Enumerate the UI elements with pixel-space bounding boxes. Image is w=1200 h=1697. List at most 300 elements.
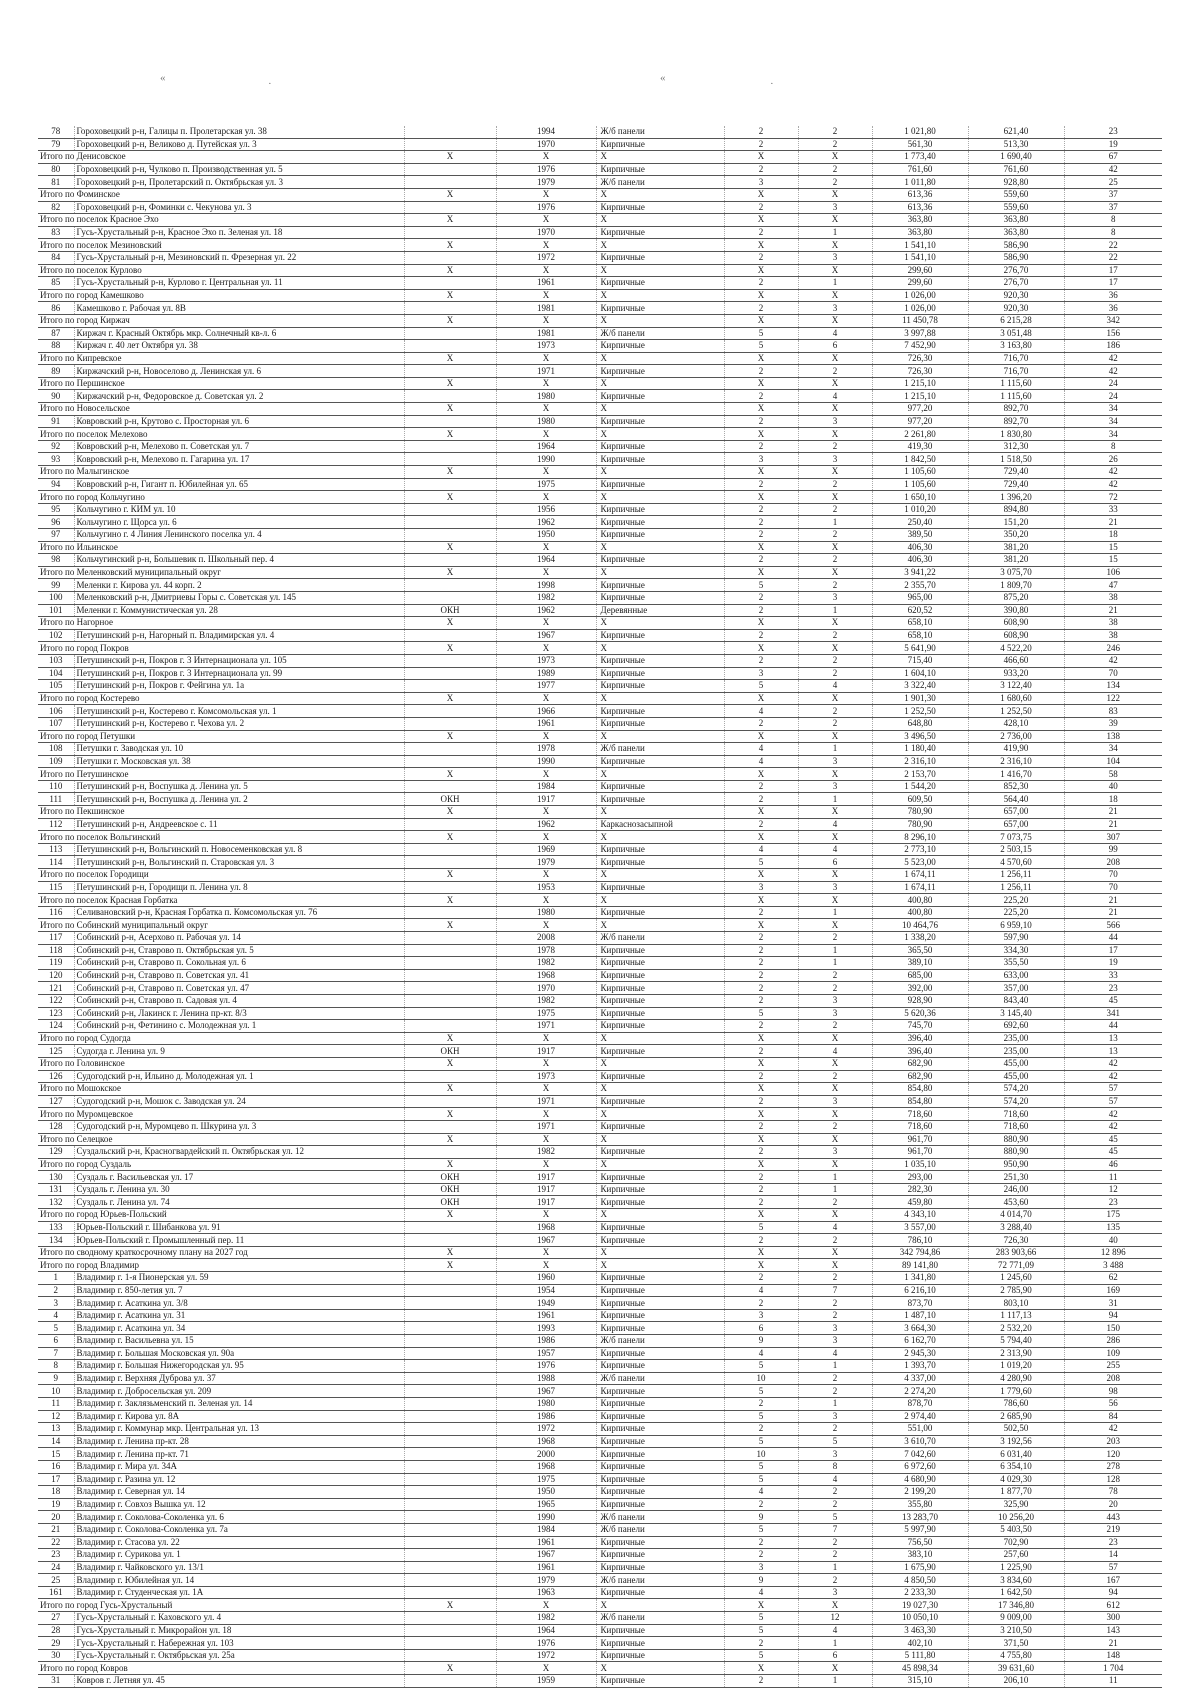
cell-material: Кирпичные: [596, 780, 724, 793]
cell-area-total: 715,40: [872, 654, 968, 667]
cell-material: Кирпичные: [596, 1649, 724, 1662]
cell-entrances: 3: [798, 1448, 872, 1461]
cell-residents: 37: [1064, 188, 1162, 201]
table-row: [38, 277, 1162, 290]
cell-floors: 2: [724, 654, 798, 667]
cell-floors: 2: [724, 226, 798, 239]
table-row: [38, 881, 1162, 894]
cell-address: Петушинский р-н, Воспушка д. Ленина ул. 5: [74, 780, 404, 793]
cell-residents: 42: [1064, 1108, 1162, 1121]
cell-address: Итого по Муромцевское: [38, 1108, 368, 1121]
cell-residents: 138: [1064, 730, 1162, 743]
cell-entrances: 2: [798, 554, 872, 567]
cell-material: X: [596, 352, 724, 365]
cell-address: Суздаль г. Васильевская ул. 17: [74, 1171, 404, 1184]
cell-x1: [404, 1095, 496, 1108]
cell-residents: 38: [1064, 617, 1162, 630]
subtotal-row: [38, 1108, 1162, 1121]
cell-entrances: 2: [798, 629, 872, 642]
table-row: [38, 126, 1162, 138]
cell-address: Киржач г. 40 лет Октября ул. 38: [74, 340, 404, 353]
cell-material: Кирпичные: [596, 1095, 724, 1108]
cell-material: Ж/б панели: [596, 1335, 724, 1348]
cell-floors: X: [724, 214, 798, 227]
cell-area-total: 2 233,30: [872, 1586, 968, 1599]
cell-area-living: 718,60: [968, 1108, 1064, 1121]
cell-num: 124: [38, 1020, 74, 1033]
cell-floors: 2: [724, 529, 798, 542]
cell-material: X: [596, 1209, 724, 1222]
cell-entrances: X: [798, 428, 872, 441]
cell-address: Гусь-Хрустальный г. Октябрьская ул. 25а: [74, 1649, 404, 1662]
cell-address: Суздаль г. Ленина ул. 30: [74, 1183, 404, 1196]
cell-year: X: [496, 428, 596, 441]
cell-address: Итого по город Владимир: [38, 1259, 368, 1272]
cell-address: Итого по город Юрьев-Польский: [38, 1209, 368, 1222]
cell-x1: [404, 478, 496, 491]
cell-year: 1979: [496, 1574, 596, 1587]
cell-area-total: 10 050,10: [872, 1612, 968, 1625]
table-row: [38, 302, 1162, 315]
cell-floors: 5: [724, 1221, 798, 1234]
cell-entrances: X: [798, 806, 872, 819]
cell-material: X: [596, 1108, 724, 1121]
cell-floors: 2: [724, 1045, 798, 1058]
cell-year: 1963: [496, 1586, 596, 1599]
table-row: [38, 1574, 1162, 1587]
cell-year: 1953: [496, 881, 596, 894]
cell-area-total: 718,60: [872, 1120, 968, 1133]
cell-area-living: 466,60: [968, 654, 1064, 667]
cell-area-total: 620,52: [872, 604, 968, 617]
cell-x1: X: [404, 566, 496, 579]
cell-address: Ковровский р-н, Крутово с. Просторная ул. 6: [74, 415, 404, 428]
cell-residents: 21: [1064, 806, 1162, 819]
cell-area-living: 6 354,10: [968, 1460, 1064, 1473]
scan-mark: «: [660, 72, 666, 84]
cell-material: X: [596, 831, 724, 844]
cell-floors: X: [724, 1209, 798, 1222]
subtotal-row: [38, 642, 1162, 655]
cell-num: 84: [38, 251, 74, 264]
cell-x1: [404, 591, 496, 604]
cell-material: Кирпичные: [596, 1221, 724, 1234]
cell-num: 23: [38, 1549, 74, 1562]
cell-num: 21: [38, 1523, 74, 1536]
cell-material: Кирпичные: [596, 1171, 724, 1184]
cell-address: Владимир г. Верхняя Дуброва ул. 37: [74, 1372, 404, 1385]
cell-address: Владимир г. Кирова ул. 8А: [74, 1410, 404, 1423]
cell-floors: 5: [724, 579, 798, 592]
cell-material: Кирпичные: [596, 667, 724, 680]
cell-entrances: 2: [798, 717, 872, 730]
cell-year: 1950: [496, 529, 596, 542]
cell-residents: 57: [1064, 1561, 1162, 1574]
cell-area-total: 1 105,60: [872, 466, 968, 479]
cell-area-living: 6 959,10: [968, 919, 1064, 932]
cell-material: X: [596, 214, 724, 227]
cell-x1: [404, 1297, 496, 1310]
cell-residents: 612: [1064, 1599, 1162, 1612]
cell-material: Кирпичные: [596, 415, 724, 428]
cell-address: Петушинский р-н, Воспушка д. Ленина ул. 2: [74, 793, 404, 806]
cell-floors: 2: [724, 390, 798, 403]
cell-material: Кирпичные: [596, 994, 724, 1007]
table-row: [38, 1586, 1162, 1599]
cell-address: Судогодский р-н, Мошок с. Заводская ул. 24: [74, 1095, 404, 1108]
cell-year: X: [496, 806, 596, 819]
cell-area-living: 1 115,60: [968, 377, 1064, 390]
cell-area-living: 283 903,66: [968, 1246, 1064, 1259]
cell-area-total: 685,00: [872, 969, 968, 982]
cell-x1: X: [404, 264, 496, 277]
cell-num: 22: [38, 1536, 74, 1549]
cell-area-living: 894,80: [968, 503, 1064, 516]
cell-floors: X: [724, 730, 798, 743]
cell-material: X: [596, 869, 724, 882]
cell-residents: 21: [1064, 604, 1162, 617]
cell-area-total: 6 162,70: [872, 1335, 968, 1348]
cell-material: X: [596, 151, 724, 164]
table-row: [38, 503, 1162, 516]
cell-entrances: 2: [798, 1120, 872, 1133]
cell-x1: X: [404, 642, 496, 655]
cell-num: 28: [38, 1624, 74, 1637]
cell-address: Владимир г. Соколова-Соколенка ул. 7а: [74, 1523, 404, 1536]
cell-num: 5: [38, 1322, 74, 1335]
cell-area-living: 5 403,50: [968, 1523, 1064, 1536]
cell-x1: [404, 579, 496, 592]
cell-area-living: 225,20: [968, 894, 1064, 907]
cell-num: 86: [38, 302, 74, 315]
cell-floors: 2: [724, 1171, 798, 1184]
cell-num: 27: [38, 1612, 74, 1625]
cell-num: 31: [38, 1675, 74, 1688]
cell-floors: X: [724, 466, 798, 479]
cell-floors: X: [724, 919, 798, 932]
cell-x1: ОКН: [404, 1183, 496, 1196]
cell-address: Гороховецкий р-н, Пролетарский п. Октябрьская ул. 3: [74, 176, 404, 189]
cell-entrances: 2: [798, 176, 872, 189]
cell-residents: 21: [1064, 1637, 1162, 1650]
cell-entrances: X: [798, 617, 872, 630]
table-row: [38, 529, 1162, 542]
cell-material: Кирпичные: [596, 843, 724, 856]
cell-x1: [404, 1561, 496, 1574]
cell-residents: 104: [1064, 755, 1162, 768]
cell-year: X: [496, 1032, 596, 1045]
cell-entrances: 4: [798, 1221, 872, 1234]
cell-year: X: [496, 919, 596, 932]
cell-year: 1976: [496, 201, 596, 214]
cell-residents: 186: [1064, 340, 1162, 353]
cell-residents: 94: [1064, 1309, 1162, 1322]
cell-material: Кирпичные: [596, 1183, 724, 1196]
cell-residents: 44: [1064, 1020, 1162, 1033]
cell-year: 1976: [496, 163, 596, 176]
cell-floors: 4: [724, 1347, 798, 1360]
cell-entrances: X: [798, 1599, 872, 1612]
cell-address: Гусь-Хрустальный г. Микрорайон ул. 18: [74, 1624, 404, 1637]
cell-material: Кирпичные: [596, 755, 724, 768]
cell-area-total: 1 105,60: [872, 478, 968, 491]
cell-num: 14: [38, 1435, 74, 1448]
cell-area-total: 383,10: [872, 1549, 968, 1562]
cell-x1: [404, 1624, 496, 1637]
cell-floors: 5: [724, 680, 798, 693]
cell-entrances: 4: [798, 1045, 872, 1058]
cell-entrances: X: [798, 403, 872, 416]
cell-area-living: 597,90: [968, 932, 1064, 945]
subtotal-row: [38, 1662, 1162, 1675]
cell-area-total: 406,30: [872, 541, 968, 554]
cell-material: Кирпичные: [596, 1435, 724, 1448]
cell-num: 83: [38, 226, 74, 239]
cell-material: Кирпичные: [596, 516, 724, 529]
cell-x1: X: [404, 403, 496, 416]
cell-x1: [404, 856, 496, 869]
cell-residents: 120: [1064, 1448, 1162, 1461]
cell-address: Владимир г. Добросельская ул. 209: [74, 1385, 404, 1398]
cell-address: Камешково г. Рабочая ул. 8В: [74, 302, 404, 315]
cell-material: Кирпичные: [596, 944, 724, 957]
cell-year: X: [496, 403, 596, 416]
cell-year: 1960: [496, 1272, 596, 1285]
cell-num: 105: [38, 680, 74, 693]
cell-entrances: X: [798, 352, 872, 365]
cell-area-living: 390,80: [968, 604, 1064, 617]
cell-x1: ОКН: [404, 604, 496, 617]
cell-residents: 99: [1064, 843, 1162, 856]
cell-residents: 15: [1064, 554, 1162, 567]
cell-floors: 4: [724, 705, 798, 718]
cell-floors: X: [724, 428, 798, 441]
table-row: [38, 478, 1162, 491]
cell-material: Кирпичные: [596, 1385, 724, 1398]
cell-x1: X: [404, 289, 496, 302]
cell-area-total: 1 842,50: [872, 453, 968, 466]
cell-entrances: X: [798, 1246, 872, 1259]
cell-num: 85: [38, 277, 74, 290]
cell-year: 1972: [496, 251, 596, 264]
cell-area-total: 682,90: [872, 1057, 968, 1070]
table-row: [38, 1347, 1162, 1360]
cell-area-living: 6 215,28: [968, 314, 1064, 327]
cell-x1: [404, 529, 496, 542]
table-row: [38, 440, 1162, 453]
cell-residents: 443: [1064, 1511, 1162, 1524]
cell-entrances: X: [798, 1209, 872, 1222]
cell-area-living: 4 570,60: [968, 856, 1064, 869]
cell-entrances: 3: [798, 755, 872, 768]
cell-area-living: 2 316,10: [968, 755, 1064, 768]
cell-area-living: 716,70: [968, 365, 1064, 378]
cell-material: X: [596, 188, 724, 201]
cell-entrances: 1: [798, 277, 872, 290]
cell-year: 1949: [496, 1297, 596, 1310]
cell-residents: 40: [1064, 1234, 1162, 1247]
cell-address: Судогда г. Ленина ул. 9: [74, 1045, 404, 1058]
cell-num: 120: [38, 969, 74, 982]
table-row: [38, 1284, 1162, 1297]
cell-material: Кирпичные: [596, 1486, 724, 1499]
subtotal-row: [38, 806, 1162, 819]
cell-year: X: [496, 894, 596, 907]
cell-area-total: 389,10: [872, 957, 968, 970]
cell-material: Кирпичные: [596, 1473, 724, 1486]
cell-x1: [404, 277, 496, 290]
cell-x1: [404, 1070, 496, 1083]
cell-residents: 42: [1064, 1423, 1162, 1436]
cell-floors: 5: [724, 1523, 798, 1536]
cell-x1: X: [404, 894, 496, 907]
cell-area-living: 657,00: [968, 818, 1064, 831]
cell-residents: 19: [1064, 957, 1162, 970]
cell-x1: [404, 1637, 496, 1650]
cell-material: Кирпичные: [596, 440, 724, 453]
cell-floors: 5: [724, 340, 798, 353]
cell-address: Собинский р-н, Ставрово п. Садовая ул. 4: [74, 994, 404, 1007]
cell-year: X: [496, 642, 596, 655]
cell-year: X: [496, 730, 596, 743]
cell-year: 1988: [496, 1372, 596, 1385]
cell-year: 1976: [496, 1360, 596, 1373]
cell-floors: X: [724, 566, 798, 579]
cell-area-total: 363,80: [872, 214, 968, 227]
cell-x1: [404, 1536, 496, 1549]
cell-area-total: 282,30: [872, 1183, 968, 1196]
cell-address: Ковровский р-н, Мелехово п. Гагарина ул. 17: [74, 453, 404, 466]
cell-entrances: 1: [798, 1561, 872, 1574]
cell-address: Итого по поселок Вольгинский: [38, 831, 368, 844]
cell-num: 121: [38, 982, 74, 995]
cell-residents: 84: [1064, 1410, 1162, 1423]
cell-area-living: 726,30: [968, 1234, 1064, 1247]
cell-material: Кирпичные: [596, 591, 724, 604]
cell-year: 1990: [496, 755, 596, 768]
cell-entrances: 4: [798, 818, 872, 831]
cell-residents: 22: [1064, 251, 1162, 264]
cell-area-total: 5 111,80: [872, 1649, 968, 1662]
cell-residents: 45: [1064, 994, 1162, 1007]
cell-residents: 208: [1064, 856, 1162, 869]
table-row: [38, 1473, 1162, 1486]
cell-area-living: 1 518,50: [968, 453, 1064, 466]
cell-num: 25: [38, 1574, 74, 1587]
cell-x1: ОКН: [404, 1045, 496, 1058]
cell-x1: [404, 717, 496, 730]
cell-area-total: 648,80: [872, 717, 968, 730]
cell-area-living: 453,60: [968, 1196, 1064, 1209]
cell-residents: 203: [1064, 1435, 1162, 1448]
cell-floors: 2: [724, 1272, 798, 1285]
cell-residents: 33: [1064, 503, 1162, 516]
cell-year: X: [496, 314, 596, 327]
cell-area-total: 2 199,20: [872, 1486, 968, 1499]
cell-entrances: 1: [798, 604, 872, 617]
cell-x1: [404, 1347, 496, 1360]
cell-x1: [404, 1549, 496, 1562]
cell-address: Итого по поселок Мелехово: [38, 428, 368, 441]
cell-year: X: [496, 214, 596, 227]
cell-area-living: 5 794,40: [968, 1335, 1064, 1348]
cell-year: 1982: [496, 591, 596, 604]
cell-address: Гороховецкий р-н, Чулково п. Производственная ул. 5: [74, 163, 404, 176]
cell-material: Кирпичные: [596, 1045, 724, 1058]
cell-area-living: 3 051,48: [968, 327, 1064, 340]
cell-address: Кольчугинский р-н, Большевик п. Школьный пер. 4: [74, 554, 404, 567]
cell-residents: 135: [1064, 1221, 1162, 1234]
cell-area-total: 977,20: [872, 403, 968, 416]
cell-num: 80: [38, 163, 74, 176]
cell-address: Владимир г. Асаткина ул. 34: [74, 1322, 404, 1335]
cell-material: X: [596, 894, 724, 907]
cell-year: X: [496, 1133, 596, 1146]
cell-material: Кирпичные: [596, 793, 724, 806]
cell-year: X: [496, 831, 596, 844]
cell-x1: [404, 1221, 496, 1234]
cell-entrances: 3: [798, 881, 872, 894]
table-row: [38, 1498, 1162, 1511]
cell-residents: 11: [1064, 1171, 1162, 1184]
cell-num: 79: [38, 138, 74, 151]
cell-material: X: [596, 768, 724, 781]
cell-address: Итого по Новосельское: [38, 403, 368, 416]
table-row: [38, 453, 1162, 466]
cell-floors: 6: [724, 1322, 798, 1335]
cell-area-living: 2 785,90: [968, 1284, 1064, 1297]
cell-address: Итого по Першинское: [38, 377, 368, 390]
cell-entrances: 3: [798, 1335, 872, 1348]
cell-x1: [404, 1486, 496, 1499]
cell-material: X: [596, 466, 724, 479]
cell-x1: [404, 1649, 496, 1662]
cell-floors: X: [724, 1246, 798, 1259]
cell-x1: [404, 982, 496, 995]
table-row: [38, 1360, 1162, 1373]
subtotal-row: [38, 214, 1162, 227]
cell-x1: [404, 629, 496, 642]
cell-area-living: 325,90: [968, 1498, 1064, 1511]
table-row: [38, 755, 1162, 768]
cell-year: 1971: [496, 365, 596, 378]
table-row: [38, 1549, 1162, 1562]
cell-num: 11: [38, 1397, 74, 1410]
cell-year: X: [496, 491, 596, 504]
cell-area-total: 3 322,40: [872, 680, 968, 693]
table-row: [38, 1196, 1162, 1209]
cell-material: Кирпичные: [596, 1360, 724, 1373]
cell-x1: [404, 1360, 496, 1373]
cell-entrances: 3: [798, 1095, 872, 1108]
cell-entrances: 1: [798, 1171, 872, 1184]
cell-area-living: 2 313,90: [968, 1347, 1064, 1360]
cell-entrances: 3: [798, 302, 872, 315]
cell-address: Петушинский р-н, Городищи п. Ленина ул. 8: [74, 881, 404, 894]
cell-x1: X: [404, 1662, 496, 1675]
cell-address: Петушинский р-н, Андреевское с. 11: [74, 818, 404, 831]
cell-x1: [404, 365, 496, 378]
cell-material: Кирпичные: [596, 1561, 724, 1574]
cell-entrances: 2: [798, 1272, 872, 1285]
table-row: [38, 365, 1162, 378]
table-row: [38, 780, 1162, 793]
cell-year: X: [496, 869, 596, 882]
cell-x1: X: [404, 541, 496, 554]
table-row: [38, 932, 1162, 945]
cell-entrances: 3: [798, 1146, 872, 1159]
cell-area-total: 1 487,10: [872, 1309, 968, 1322]
